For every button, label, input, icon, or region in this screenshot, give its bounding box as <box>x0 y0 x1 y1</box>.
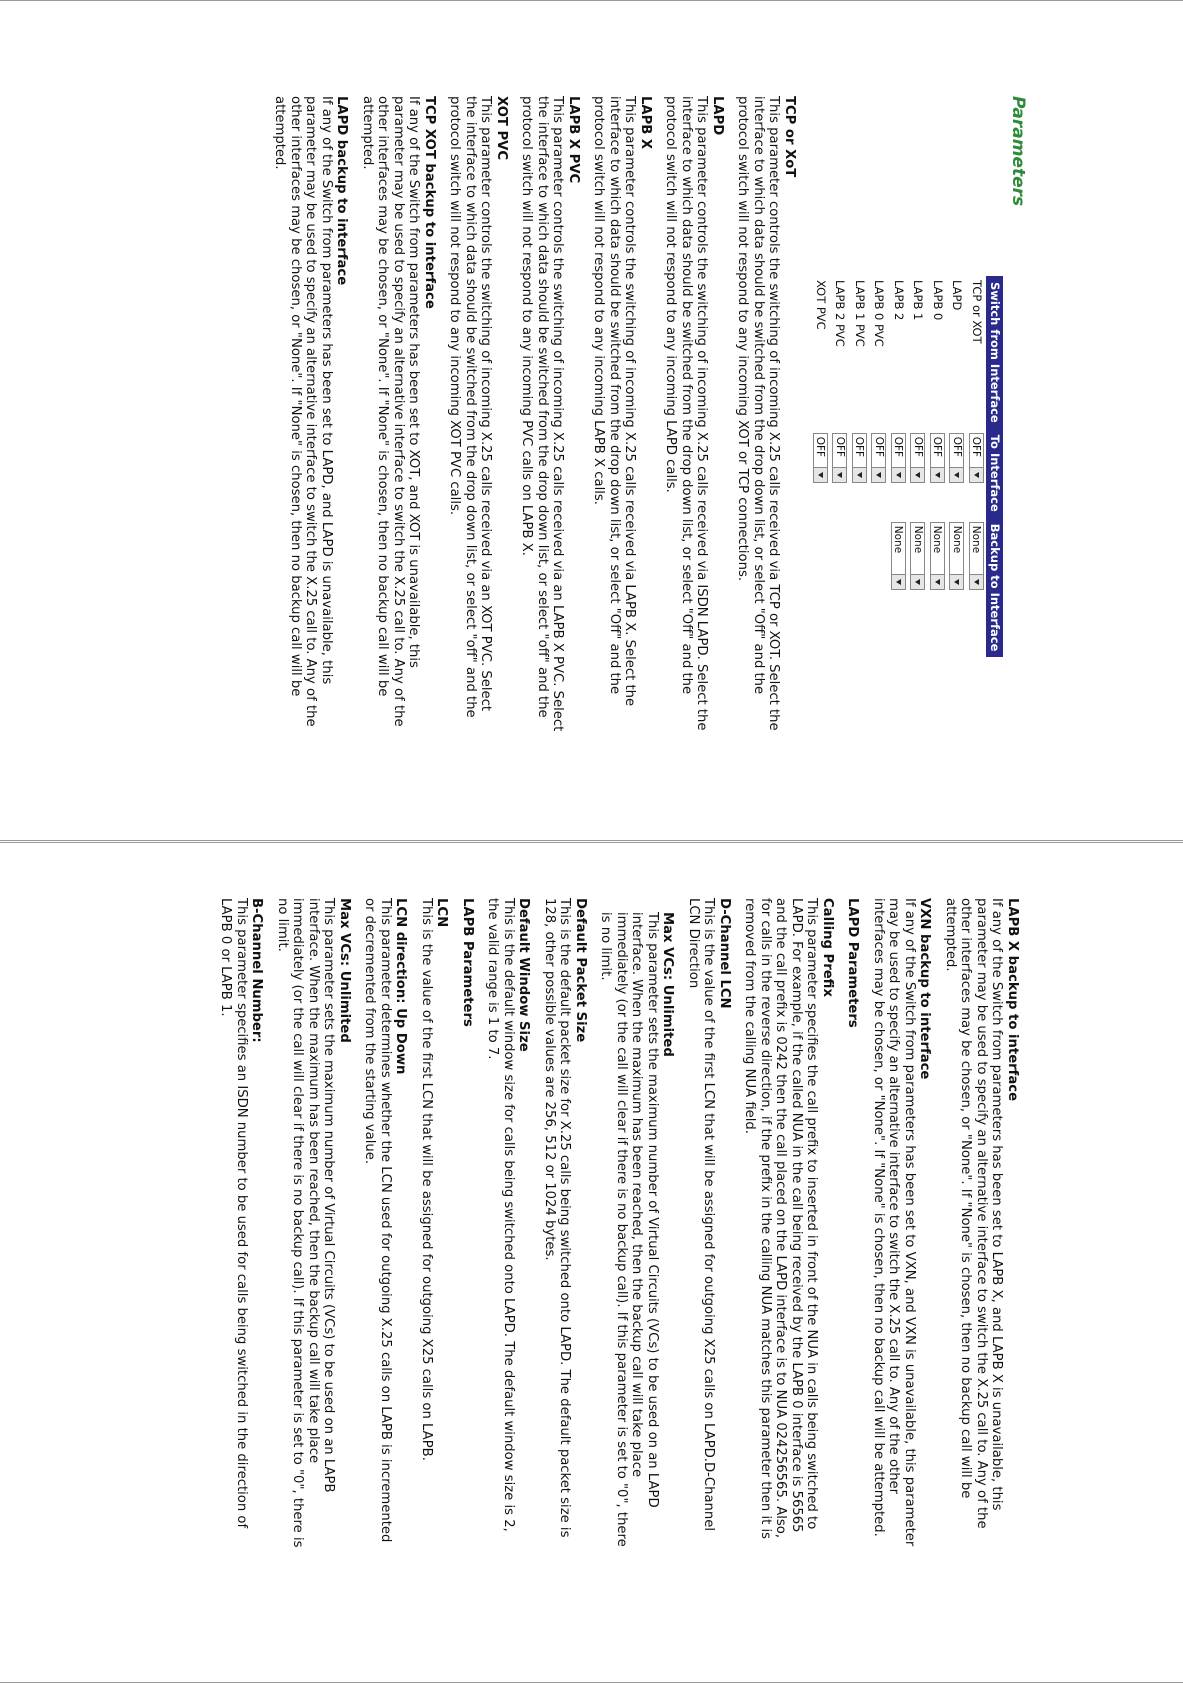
to-interface-cell <box>889 429 909 518</box>
section-heading: LCN <box>434 898 450 928</box>
switch-table <box>811 276 1004 657</box>
section-heading: XOT PVC <box>494 96 509 161</box>
backup-interface-cell <box>831 518 851 658</box>
to-interface-value: OFF <box>951 436 963 458</box>
parameter-section <box>845 898 861 1548</box>
section-heading: VXN backup to interface <box>917 898 933 1080</box>
switch-from-label: LAPB 2 <box>891 280 906 321</box>
to-interface-cell <box>831 429 851 518</box>
backup-interface-value: None <box>892 525 905 554</box>
header-backup: Backup to Interface <box>987 518 1004 658</box>
parameter-section <box>742 898 835 1548</box>
to-interface-select[interactable] <box>891 433 906 483</box>
section-text: This parameter sets the maximum number of Virtual Circuits (VCs) to be used on an LAPD interface. When the maximum has been reached, then the backup call will take place immediately (or the call will clear if there is no backup call). If this parameter is set to "0", there is no limit. <box>598 912 660 1547</box>
to-interface-value: OFF <box>912 436 924 458</box>
section-text: If any of the Switch from parameters has been set to XOT, and XOT is unavailable, this parameter may be used to specify an alternative interface to switch the X.25 call to. Any of the other interfaces may be chosen, or "None". If "None" is chosen, then no backup call will be attempted. <box>360 96 422 727</box>
parameter-section <box>218 898 265 1548</box>
to-interface-select[interactable] <box>950 433 965 483</box>
parameter-section <box>272 96 350 736</box>
section-heading: Calling Prefix <box>820 898 835 997</box>
backup-interface-select[interactable] <box>911 522 926 590</box>
chevron-down-icon[interactable] <box>892 467 905 482</box>
section-heading: LAPB X backup to interface <box>1005 898 1020 1102</box>
backup-interface-cell <box>870 518 890 658</box>
section-heading: LAPD backup to interface <box>334 96 350 286</box>
section-text: If any of the Switch from parameters has been set to LAPD, and LAPD is unavailable, this parameter may be used to specify an alternative interface to switch the X.25 call to. Any of the other interfaces may be chosen, or "None". If "None" is chosen, then no backup call will be attempted. <box>272 96 334 727</box>
switch-from-label: LAPB 1 PVC <box>852 280 867 347</box>
section-heading: TCP XOT backup to interface <box>422 96 437 309</box>
to-interface-value: OFF <box>853 436 866 458</box>
chevron-down-icon[interactable] <box>892 574 905 589</box>
switch-from-label: LAPB 0 PVC <box>872 280 887 347</box>
section-heading: B-Channel Number: <box>249 898 265 1043</box>
to-interface-value: OFF <box>892 436 905 458</box>
chevron-down-icon[interactable] <box>931 467 944 482</box>
section-text: If any of the Switch from parameters has been set to VXN, and VXN is unavailable, this parameter may be used to specify an alternative interface to switch the X.25 call to. Any of the other interfaces may be chosen, or "None". If "None" is chosen, then no backup call will be attempted. <box>871 898 917 1547</box>
backup-interface-select[interactable] <box>891 522 906 590</box>
section-text: This is the default packet size for X.25 calls being switched onto LAPD. The default packet size is 128, other possible values are 256, 512 or 1024 bytes. <box>542 898 573 1538</box>
chevron-down-icon[interactable] <box>931 574 944 589</box>
section-heading: LAPB X <box>638 96 653 150</box>
to-interface-select[interactable] <box>911 433 926 483</box>
to-interface-cell <box>948 429 968 518</box>
table-row <box>889 276 909 657</box>
to-interface-select[interactable] <box>833 433 848 483</box>
switch-from-label: LAPB 0 <box>930 280 945 321</box>
backup-interface-select[interactable] <box>969 522 984 590</box>
parameter-section <box>542 898 589 1548</box>
to-interface-cell <box>928 429 948 518</box>
chevron-down-icon[interactable] <box>912 574 925 589</box>
backup-interface-cell <box>928 518 948 658</box>
chevron-down-icon[interactable] <box>951 574 964 589</box>
switch-from-label: LAPB 2 PVC <box>833 280 848 347</box>
parameter-section <box>871 898 933 1548</box>
to-interface-select[interactable] <box>852 433 867 483</box>
table-row <box>967 276 987 657</box>
parameter-section <box>663 96 725 736</box>
section-heading: Max VCs: Unlimited <box>660 912 676 1057</box>
backup-interface-select[interactable] <box>930 522 945 590</box>
to-interface-select[interactable] <box>872 433 887 483</box>
parameter-section <box>519 96 581 736</box>
section-text: This is the value of the first LCN that will be assigned for outgoing X25 calls on LAPD.D-Channel LCN Direction <box>686 898 717 1532</box>
backup-interface-select[interactable] <box>950 522 965 590</box>
parameter-section <box>460 898 476 1548</box>
parameter-section <box>735 96 797 736</box>
to-interface-cell <box>909 429 929 518</box>
chevron-down-icon[interactable] <box>873 467 886 482</box>
table-row <box>811 276 831 657</box>
section-text: This parameter controls the switching of incoming X.25 calls received via an LAPB X PVC. Select the interface to which data should be switched from the drop down list, or select "off" and the protocol switch will not respond to any incoming PVC calls on LAPB X. <box>519 96 566 732</box>
table-row <box>831 276 851 657</box>
section-heading: Default Packet Size <box>573 898 588 1043</box>
section-text: This parameter specifies an ISDN number to be used for calls being switched in the direction of LAPB 0 or LAPB 1. <box>218 898 249 1529</box>
section-text: This parameter controls the switching of incoming X.25 calls received via ISDN LAPD. Select the interface to which data should be switched from the drop down list, or select "Off" and the protocol switch will not respond to any incoming LAPD calls. <box>663 96 710 731</box>
page-302-content <box>200 898 1020 1548</box>
to-interface-value: OFF <box>814 436 827 458</box>
chevron-down-icon[interactable] <box>970 574 983 589</box>
table-row <box>850 276 870 657</box>
table-row <box>870 276 890 657</box>
section-text: This parameter specifies the call prefix to inserted in front of the NUA in calls being switched to LAPD. For example, if the called NUA in the call being received by the LAPB 0 interface is 56565 and the call prefix is 0242 then the call placed on the LAPD interface is to NUA 024256565. Also, for calls in the reverse direction, if the prefix in the calling NUA matches this parameter then it is removed from the calling NUA field. <box>742 898 820 1540</box>
to-interface-cell <box>967 429 987 518</box>
backup-interface-cell <box>967 518 987 658</box>
to-interface-value: OFF <box>873 436 885 458</box>
parameter-section <box>275 898 353 1548</box>
backup-interface-value: None <box>970 525 983 554</box>
backup-interface-cell <box>889 518 909 658</box>
parameter-section <box>360 96 438 736</box>
chevron-down-icon[interactable] <box>912 467 925 482</box>
section-heading: LAPB Parameters <box>460 898 475 1027</box>
switch-from-label: LAPD <box>950 280 965 311</box>
section-heading: LCN direction: Up Down <box>393 898 409 1075</box>
parameter-section <box>591 96 653 736</box>
backup-interface-value: None <box>951 525 963 554</box>
parameter-section <box>686 898 733 1548</box>
section-text: This is the value of the first LCN that will be assigned for outgoing X25 calls on LAPB. <box>419 898 434 1461</box>
page-title: Parameters <box>1008 96 1028 207</box>
table-row <box>909 276 929 657</box>
table-row <box>928 276 948 657</box>
backup-interface-cell <box>948 518 968 658</box>
chevron-down-icon[interactable] <box>834 467 847 482</box>
parameter-section <box>419 898 450 1548</box>
parameter-section <box>598 898 676 1548</box>
chevron-down-icon[interactable] <box>951 467 964 482</box>
header-to: To Interface <box>987 429 1004 518</box>
to-interface-select[interactable] <box>930 433 945 483</box>
to-interface-value: OFF <box>970 436 983 458</box>
chevron-down-icon[interactable] <box>814 467 827 482</box>
section-heading: D-Channel LCN <box>717 898 732 1009</box>
section-heading: LAPD <box>710 96 725 136</box>
section-heading: TCP or XoT <box>782 96 797 178</box>
chevron-down-icon[interactable] <box>853 467 866 482</box>
parameter-section <box>485 898 532 1548</box>
chevron-down-icon[interactable] <box>970 467 983 482</box>
section-text: This parameter sets the maximum number of Virtual Circuits (VCs) to be used on an LAPB interface. When the maximum has been reached, then the backup call will take place immediately (or the call will clear if there is no backup call). If this parameter is set to "0", there is no limit. <box>275 898 337 1548</box>
section-text: This parameter controls the switching of incoming X.25 calls received via TCP or XOT. Select the interface to which data should be switched from the drop down list, or select "Off" and the protocol switch will not respond to any incoming XOT or TCP connections. <box>735 96 782 731</box>
to-interface-select[interactable] <box>813 433 828 483</box>
to-interface-select[interactable] <box>969 433 984 483</box>
switch-from-label: TCP or XOT <box>969 280 984 344</box>
section-heading: LAPB X PVC <box>566 96 581 184</box>
backup-interface-cell <box>909 518 929 658</box>
backup-interface-cell <box>811 518 831 658</box>
to-interface-cell <box>850 429 870 518</box>
switch-from-label: XOT PVC <box>813 280 828 330</box>
page-301-content <box>205 96 1028 736</box>
section-heading: Default Window Size <box>516 898 532 1052</box>
section-text: This parameter determines whether the LCN used for outgoing X.25 calls on LAPB is incremented or decremented from the starting value. <box>362 898 393 1543</box>
header-switch-from: Switch from Interface <box>987 276 1004 429</box>
page-301-panel <box>0 0 1183 841</box>
to-interface-cell <box>870 429 890 518</box>
section-text: This parameter controls the switching of incoming X.25 calls received via an XOT PVC. Select the interface to which data should be switched from the drop down list, or select "off" and the protocol switch will not respond to any incoming XOT PVC calls. <box>447 96 494 718</box>
section-text: If any of the Switch from parameters has been set to LAPB X, and LAPB X is unavailable, this parameter may be used to specify an alternative interface to switch the X.25 call to. Any of the other interfaces may be chosen, or "None". If "None" is chosen, then no backup call will be attempted. <box>943 898 1005 1529</box>
backup-interface-value: None <box>912 525 924 554</box>
section-heading: Max VCs: Unlimited <box>337 898 352 1043</box>
to-interface-cell <box>811 429 831 518</box>
to-interface-value: OFF <box>931 436 944 458</box>
section-text: This parameter controls the switching of incoming X.25 calls received via LAPB X. Select the interface to which data should be switched from the drop down list, or select "Off" and the protocol switch will not respond to any incoming LAPB X calls. <box>591 96 638 707</box>
switch-from-label: LAPB 1 <box>911 280 926 321</box>
page-302-panel <box>0 842 1183 1683</box>
to-interface-value: OFF <box>834 436 846 458</box>
backup-interface-value: None <box>931 525 944 554</box>
section-heading: LAPD Parameters <box>845 898 861 1028</box>
table-row <box>948 276 968 657</box>
parameter-section <box>943 898 1021 1548</box>
parameter-section <box>447 96 509 736</box>
section-text: This is the default window size for calls being switched onto LAPD. The default window size is 2, the valid range is 1 to 7. <box>485 898 516 1532</box>
backup-interface-cell <box>850 518 870 658</box>
parameter-section <box>362 898 409 1548</box>
